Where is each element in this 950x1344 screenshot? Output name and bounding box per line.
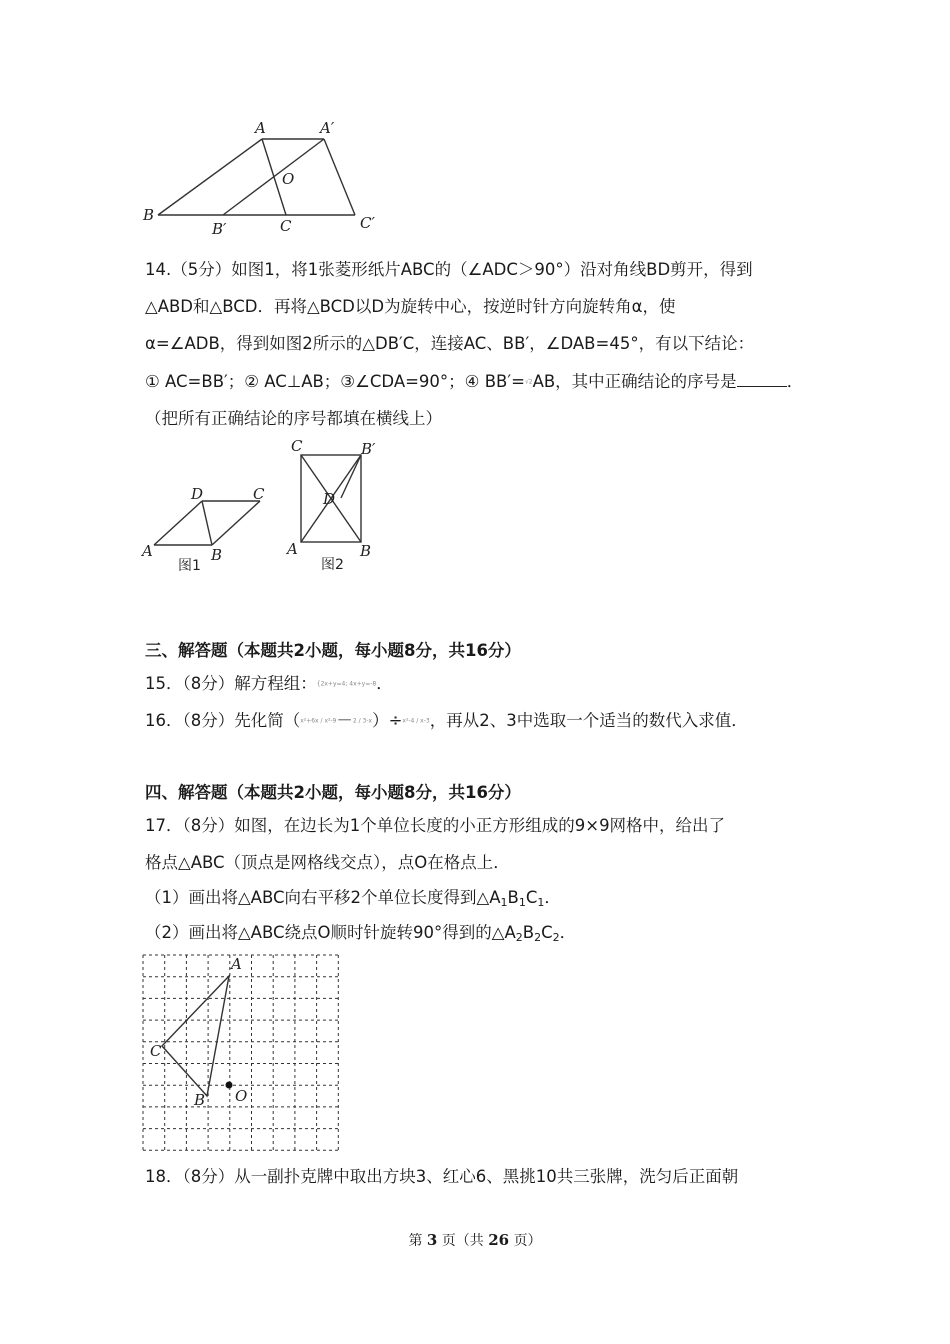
fig2-label-c: C xyxy=(291,437,303,455)
q17-part1-b: B xyxy=(507,888,519,907)
fig1-label-b: B xyxy=(211,546,223,564)
q17-part2-sub2: 2 xyxy=(534,931,542,944)
q17-part2 xyxy=(145,922,815,949)
section4-heading: 四、解答题（本题共2小题，每小题8分，共16分） xyxy=(145,783,521,802)
q14-line4-end: ． xyxy=(786,372,804,391)
q17-part2-text: （2）画出将△ABC绕点O顺时针旋转90°得到的△A xyxy=(145,923,516,942)
label-b: B xyxy=(143,206,155,224)
q16-prefix: 16．（8分）先化简（ xyxy=(145,711,301,730)
q16-frac3: x²-4 / x-3 xyxy=(402,717,430,725)
q16-frac2: 2 / 3-x xyxy=(352,717,373,725)
label-aprime: A′ xyxy=(320,119,335,137)
q17-line1: 17．（8分）如图，在边长为1个单位长度的小正方形组成的9×9网格中，给出了 xyxy=(145,816,726,835)
q15-line xyxy=(145,673,815,696)
fig1-label-c: C xyxy=(253,485,265,503)
q17-part1-text: （1）画出将△ABC向右平移2个单位长度得到△A xyxy=(145,888,501,907)
fig1-label-a: A xyxy=(142,542,153,560)
q16-frac1: x²+6x / x²-9 xyxy=(300,717,337,725)
grid-figure xyxy=(140,952,345,1154)
q16-suffix: ，再从2、3中选取一个适当的数代入求值． xyxy=(429,711,748,730)
q14-sqrt2: √2 xyxy=(524,378,533,386)
grid-label-o: O xyxy=(235,1087,248,1105)
q17-part2-c: C xyxy=(541,923,553,942)
fig1-label-d: D xyxy=(191,485,204,503)
q17-part1-end: ． xyxy=(544,888,561,907)
seg-aprime-cprime xyxy=(324,139,355,215)
q17-line2: 格点△ABC（顶点是网格线交点），点O在格点上． xyxy=(145,853,510,872)
triangle-abc xyxy=(162,976,229,1096)
q17-part2-b: B xyxy=(522,923,535,942)
footer-suffix: 页） xyxy=(513,1233,542,1249)
q14-line4 xyxy=(145,370,815,394)
grid-lines xyxy=(143,955,338,1150)
fig1-bc xyxy=(212,501,260,545)
fig2-d-bprime xyxy=(341,455,361,498)
q15-end: ． xyxy=(376,674,393,693)
label-o: O xyxy=(282,170,295,188)
fig2-label-bprime: B′ xyxy=(361,440,376,458)
q17-part1-sub3: 1 xyxy=(537,896,545,909)
q14-line3: α=∠ADB，得到如图2所示的△DB′C，连接AC、BB′，∠DAB=45°，有以下结论： xyxy=(145,334,755,353)
seg-b-a xyxy=(158,139,262,215)
q17-part2-sub3: 2 xyxy=(552,931,560,944)
q16-middle: ）÷ xyxy=(372,711,403,730)
q15-prefix: 15．（8分）解方程组： xyxy=(145,674,317,693)
figure-2 xyxy=(283,435,388,577)
q15-system: {2x+y=4; 4x+y=-8 xyxy=(316,680,377,688)
footer-prefix: 第 xyxy=(408,1233,423,1249)
label-cprime: C′ xyxy=(360,214,375,232)
fig1-bd xyxy=(202,501,212,545)
footer-total-pages: 26 xyxy=(488,1231,510,1249)
q14-line1: 14.（5分）如图1，将1张菱形纸片ABC的（∠ADC＞90°）沿对角线BD剪开，得到 xyxy=(145,260,753,279)
q14-line4-text: ① AC=BB′；② AC⊥AB；③∠CDA=90°；④ BB′= xyxy=(145,372,525,391)
parallelogram-figure xyxy=(140,118,390,240)
figure-1 xyxy=(140,482,275,577)
point-o xyxy=(226,1082,233,1089)
q17-part2-sub1: 2 xyxy=(515,931,523,944)
q14-line2: △ABD和△BCD．再将△BCD以D为旋转中心，按逆时针方向旋转角α，使 xyxy=(145,297,676,316)
footer-mid: 页（共 xyxy=(441,1233,484,1249)
label-c: C xyxy=(280,217,292,235)
fig2-label-b: B xyxy=(360,542,372,560)
answer-blank[interactable] xyxy=(737,370,787,387)
q14-line5: （把所有正确结论的序号都填在横线上） xyxy=(145,409,442,428)
grid-label-c: C xyxy=(150,1042,162,1060)
fig2-label-a: A xyxy=(287,540,298,558)
q16-minus: － xyxy=(336,711,353,730)
q17-part1-c: C xyxy=(525,888,538,907)
fig1-ad xyxy=(154,501,202,545)
grid-label-a: A xyxy=(231,955,242,973)
fig1-caption: 图1 xyxy=(178,558,201,574)
q17-part1-sub1: 1 xyxy=(500,896,508,909)
q14-line4-tail: AB，其中正确结论的序号是 xyxy=(532,372,737,391)
fig2-caption: 图2 xyxy=(321,557,344,573)
grid-label-b: B xyxy=(194,1091,206,1109)
footer-page-number: 3 xyxy=(426,1231,438,1249)
label-bprime: B′ xyxy=(212,220,227,238)
fig2-label-d: D xyxy=(323,490,336,508)
page-footer xyxy=(0,1230,950,1250)
q17-part2-end: ． xyxy=(559,923,577,942)
section3-heading: 三、解答题（本题共2小题，每小题8分，共16分） xyxy=(145,641,521,660)
q16-line xyxy=(145,710,815,733)
seg-bprime-aprime xyxy=(223,139,324,215)
label-a: A xyxy=(255,119,266,137)
q17-part1-sub2: 1 xyxy=(518,896,526,909)
q18-line1: 18．（8分）从一副扑克牌中取出方块3、红心6、黑挑10共三张牌，洗匀后正面朝 xyxy=(145,1167,739,1186)
q17-part1 xyxy=(145,887,815,914)
